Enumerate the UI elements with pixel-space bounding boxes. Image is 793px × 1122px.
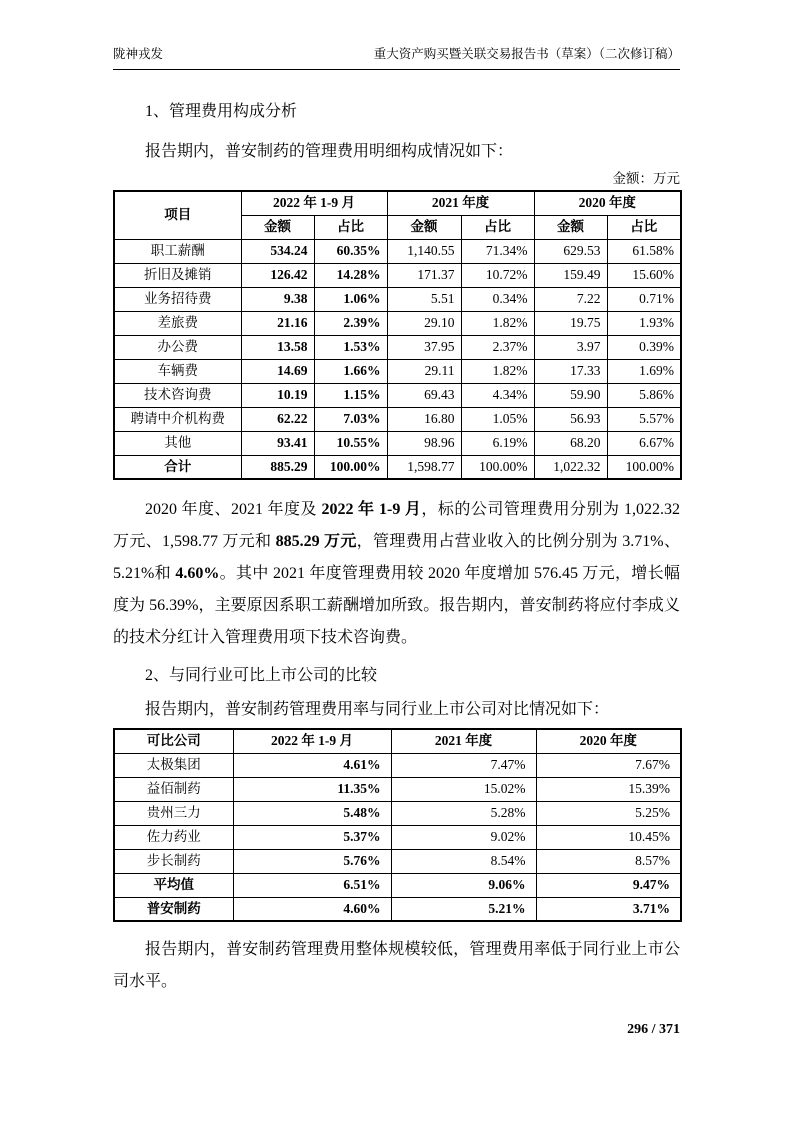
row-label: 益佰制药 (114, 777, 233, 801)
cell-value: 21.16 (241, 311, 314, 335)
cell-value: 56.93 (534, 407, 607, 431)
cell-value: 9.47% (536, 873, 681, 897)
analysis-text: 2020 年度、2021 年度及 (145, 501, 322, 518)
cell-value: 1.69% (607, 359, 681, 383)
subheader-ratio: 占比 (607, 215, 681, 239)
expense-table-body (114, 239, 681, 479)
subheader-amount: 金额 (534, 215, 607, 239)
cell-value: 6.51% (233, 873, 391, 897)
cell-value: 61.58% (607, 239, 681, 263)
cell-value: 7.22 (534, 287, 607, 311)
cell-value: 100.00% (461, 455, 534, 479)
table-row (114, 287, 681, 311)
analysis-text: ，标的公司管理费用分别为 1,022.32 万元、1,598.77 万元和 (113, 501, 680, 550)
cell-value: 1,598.77 (387, 455, 461, 479)
col-header-period-2020: 2020 年度 (534, 191, 681, 215)
cell-value: 2.37% (461, 335, 534, 359)
subheader-ratio: 占比 (461, 215, 534, 239)
cell-value: 1.93% (607, 311, 681, 335)
table-row (114, 849, 681, 873)
analysis-bold-text: 2022 年 1-9 月 (321, 501, 422, 518)
page-header (113, 46, 680, 70)
table-row (114, 801, 681, 825)
cell-value: 7.03% (314, 407, 387, 431)
peer-table-body (114, 753, 681, 921)
cell-value: 1.15% (314, 383, 387, 407)
unit-note: 金额：万元 (612, 171, 680, 186)
row-label: 业务招待费 (114, 287, 241, 311)
col-header-item: 项目 (114, 191, 241, 239)
cell-value: 1,022.32 (534, 455, 607, 479)
cell-value: 15.02% (391, 777, 536, 801)
cell-value: 5.76% (233, 849, 391, 873)
section2-intro: 报告期内，普安制药管理费用率与同行业上市公司对比情况如下： (145, 701, 610, 718)
cell-value: 59.90 (534, 383, 607, 407)
table-row (114, 407, 681, 431)
cell-value: 1.82% (461, 311, 534, 335)
col-header-period-2020: 2020 年度 (536, 729, 681, 753)
cell-value: 4.60% (233, 897, 391, 921)
cell-value: 126.42 (241, 263, 314, 287)
expense-composition-table (113, 190, 682, 480)
table-row (114, 239, 681, 263)
table-row (114, 335, 681, 359)
col-header-period-2021: 2021 年度 (387, 191, 534, 215)
cell-value: 171.37 (387, 263, 461, 287)
cell-value: 98.96 (387, 431, 461, 455)
cell-value: 0.39% (607, 335, 681, 359)
cell-value: 100.00% (314, 455, 387, 479)
row-label: 合计 (114, 455, 241, 479)
cell-value: 4.61% (233, 753, 391, 777)
cell-value: 629.53 (534, 239, 607, 263)
cell-value: 6.67% (607, 431, 681, 455)
cell-value: 1.82% (461, 359, 534, 383)
row-label: 太极集团 (114, 753, 233, 777)
table-row (114, 431, 681, 455)
section1-heading: 1、管理费用构成分析 (145, 103, 298, 120)
subheader-ratio: 占比 (314, 215, 387, 239)
cell-value: 5.25% (536, 801, 681, 825)
table-row (114, 753, 681, 777)
subheader-amount: 金额 (387, 215, 461, 239)
cell-value: 1.53% (314, 335, 387, 359)
page-number: 296 / 371 (627, 1022, 680, 1037)
table-row (114, 873, 681, 897)
cell-value: 534.24 (241, 239, 314, 263)
cell-value: 93.41 (241, 431, 314, 455)
cell-value: 62.22 (241, 407, 314, 431)
cell-value: 19.75 (534, 311, 607, 335)
row-label: 普安制药 (114, 897, 233, 921)
cell-value: 15.60% (607, 263, 681, 287)
cell-value: 8.54% (391, 849, 536, 873)
cell-value: 29.10 (387, 311, 461, 335)
row-label: 车辆费 (114, 359, 241, 383)
cell-value: 11.35% (233, 777, 391, 801)
row-label: 贵州三力 (114, 801, 233, 825)
row-label: 其他 (114, 431, 241, 455)
analysis-text: ，管理费用占营业收入的比例分别为 3.71%、5.21%和 (113, 533, 680, 582)
cell-value: 68.20 (534, 431, 607, 455)
cell-value: 5.86% (607, 383, 681, 407)
closing-text: 报告期内，普安制药管理费用整体规模较低，管理费用率低于同行业上市公司水平。 (113, 941, 680, 990)
table-header-row (114, 191, 681, 215)
cell-value: 14.28% (314, 263, 387, 287)
cell-value: 10.72% (461, 263, 534, 287)
cell-value: 2.39% (314, 311, 387, 335)
cell-value: 6.19% (461, 431, 534, 455)
cell-value: 5.48% (233, 801, 391, 825)
cell-value: 10.19 (241, 383, 314, 407)
table-row (114, 825, 681, 849)
cell-value: 885.29 (241, 455, 314, 479)
cell-value: 15.39% (536, 777, 681, 801)
row-label: 平均值 (114, 873, 233, 897)
row-label: 办公费 (114, 335, 241, 359)
cell-value: 1.66% (314, 359, 387, 383)
cell-value: 13.58 (241, 335, 314, 359)
col-header-company: 可比公司 (114, 729, 233, 753)
cell-value: 7.67% (536, 753, 681, 777)
table-row (114, 777, 681, 801)
header-left-title: 陇神戎发 (113, 47, 164, 61)
row-label: 职工薪酬 (114, 239, 241, 263)
section2-heading: 2、与同行业可比上市公司的比较 (145, 667, 378, 684)
col-header-period-2022: 2022 年 1-9 月 (233, 729, 391, 753)
cell-value: 14.69 (241, 359, 314, 383)
analysis-bold-text: 885.29 万元 (275, 533, 357, 550)
cell-value: 100.00% (607, 455, 681, 479)
cell-value: 7.47% (391, 753, 536, 777)
cell-value: 4.34% (461, 383, 534, 407)
table-row (114, 311, 681, 335)
cell-value: 1.05% (461, 407, 534, 431)
row-label: 步长制药 (114, 849, 233, 873)
col-header-period-2022: 2022 年 1-9 月 (241, 191, 387, 215)
cell-value: 37.95 (387, 335, 461, 359)
cell-value: 5.51 (387, 287, 461, 311)
cell-value: 17.33 (534, 359, 607, 383)
cell-value: 3.71% (536, 897, 681, 921)
cell-value: 10.55% (314, 431, 387, 455)
cell-value: 71.34% (461, 239, 534, 263)
cell-value: 0.34% (461, 287, 534, 311)
cell-value: 159.49 (534, 263, 607, 287)
cell-value: 16.80 (387, 407, 461, 431)
cell-value: 10.45% (536, 825, 681, 849)
cell-value: 60.35% (314, 239, 387, 263)
row-label: 佐力药业 (114, 825, 233, 849)
subheader-amount: 金额 (241, 215, 314, 239)
cell-value: 5.57% (607, 407, 681, 431)
col-header-period-2021: 2021 年度 (391, 729, 536, 753)
table-row (114, 455, 681, 479)
peer-comparison-table (113, 728, 682, 922)
row-label: 技术咨询费 (114, 383, 241, 407)
section1-intro: 报告期内，普安制药的管理费用明细构成情况如下： (145, 143, 514, 160)
cell-value: 9.06% (391, 873, 536, 897)
analysis-bold-text: 4.60% (175, 565, 220, 582)
table-row (114, 897, 681, 921)
table-row (114, 359, 681, 383)
cell-value: 29.11 (387, 359, 461, 383)
analysis-text: 。其中 2021 年度管理费用较 2020 年度增加 576.45 万元，增长幅度为 56.39%，主要原因系职工薪酬增加所致。报告期内，普安制药将应付李成义的技术分红计入管理费用项下技术咨询费。 (113, 565, 680, 646)
cell-value: 5.28% (391, 801, 536, 825)
table-header-row (114, 729, 681, 753)
closing-paragraph (113, 934, 680, 998)
cell-value: 9.02% (391, 825, 536, 849)
cell-value: 1,140.55 (387, 239, 461, 263)
row-label: 聘请中介机构费 (114, 407, 241, 431)
row-label: 差旅费 (114, 311, 241, 335)
table-row (114, 263, 681, 287)
table-row (114, 383, 681, 407)
cell-value: 3.97 (534, 335, 607, 359)
cell-value: 8.57% (536, 849, 681, 873)
cell-value: 5.37% (233, 825, 391, 849)
cell-value: 69.43 (387, 383, 461, 407)
cell-value: 0.71% (607, 287, 681, 311)
header-right-title: 重大资产购买暨关联交易报告书（草案）（二次修订稿） (373, 47, 680, 61)
row-label: 折旧及摊销 (114, 263, 241, 287)
cell-value: 1.06% (314, 287, 387, 311)
cell-value: 5.21% (391, 897, 536, 921)
analysis-paragraph (113, 494, 680, 654)
cell-value: 9.38 (241, 287, 314, 311)
